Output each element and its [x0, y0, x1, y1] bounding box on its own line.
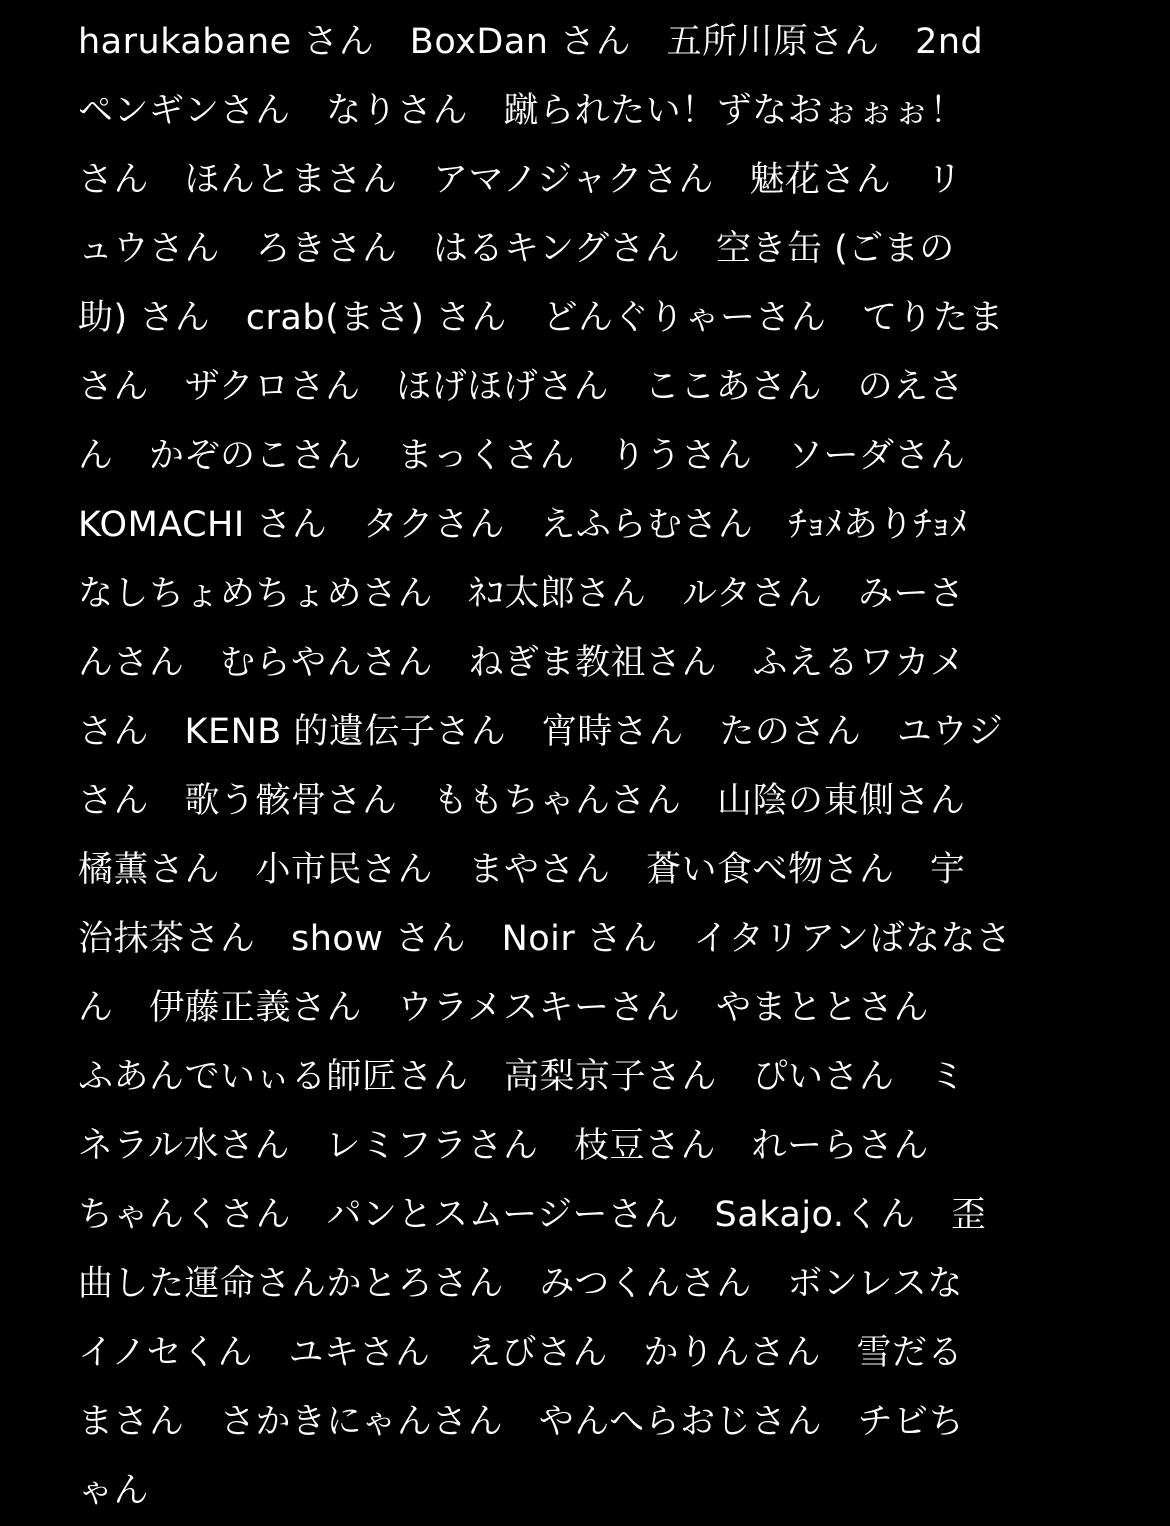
text-line-12: さん 歌う骸骨さん ももちゃんさん 山陰の東側さん: [78, 781, 966, 821]
text-line-4: ュウさん ろきさん はるキングさん 空き缶 (ごまの: [78, 229, 955, 269]
text-line-11: さん KENB 的遺伝子さん 宵時さん たのさん ユウジ: [78, 712, 1004, 752]
name-list-text: [78, 8, 1118, 1526]
text-line-22: ゃん: [78, 1471, 150, 1511]
text-line-17: ネラル水さん レミフラさん 枝豆さん れーらさん: [78, 1126, 929, 1166]
text-line-6: さん ザクロさん ほげほげさん ここあさん のえさ: [78, 367, 965, 407]
text-line-20: イノセくん ユキさん えびさん かりんさん 雪だる: [78, 1333, 964, 1373]
text-line-2: ペンギンさん なりさん 蹴られたい！ずなおぉぉぉ！: [78, 91, 966, 131]
text-line-21: まさん さかきにゃんさん やんへらおじさん チビち: [78, 1402, 965, 1442]
text-line-8: KOMACHI さん タクさん えふらむさん ﾁｮﾒありﾁｮﾒ: [78, 505, 968, 545]
text-line-9: なしちょめちょめさん ﾈｺ太郎さん ルタさん みーさ: [78, 574, 965, 614]
text-line-5: 助) さん crab(まさ) さん どんぐりゃーさん てりたま: [78, 298, 1005, 338]
text-line-16: ふあんでいぃる師匠さん 高梨京子さん ぴいさん ミ: [78, 1057, 966, 1097]
text-line-18: ちゃんくさん パンとスムージーさん Sakajo.くん 歪: [78, 1195, 987, 1235]
text-line-14: 治抹茶さん show さん Noir さん イタリアンばななさ: [78, 919, 1012, 959]
text-line-19: 曲した運命さんかとろさん みつくんさん ボンレスな: [78, 1264, 963, 1304]
text-line-3: さん ほんとまさん アマノジャクさん 魅花さん リ: [78, 160, 963, 200]
text-line-7: ん かぞのこさん まっくさん りうさん ソーダさん: [78, 436, 966, 476]
text-line-10: んさん むらやんさん ねぎま教祖さん ふえるワカメ: [78, 643, 966, 683]
text-line-13: 橘薫さん 小市民さん まやさん 蒼い食べ物さん 宇: [78, 850, 966, 890]
text-line-15: ん 伊藤正義さん ウラメスキーさん やまととさん: [78, 988, 929, 1028]
text-line-1: harukabane さん BoxDan さん 五所川原さん 2nd: [78, 22, 984, 62]
